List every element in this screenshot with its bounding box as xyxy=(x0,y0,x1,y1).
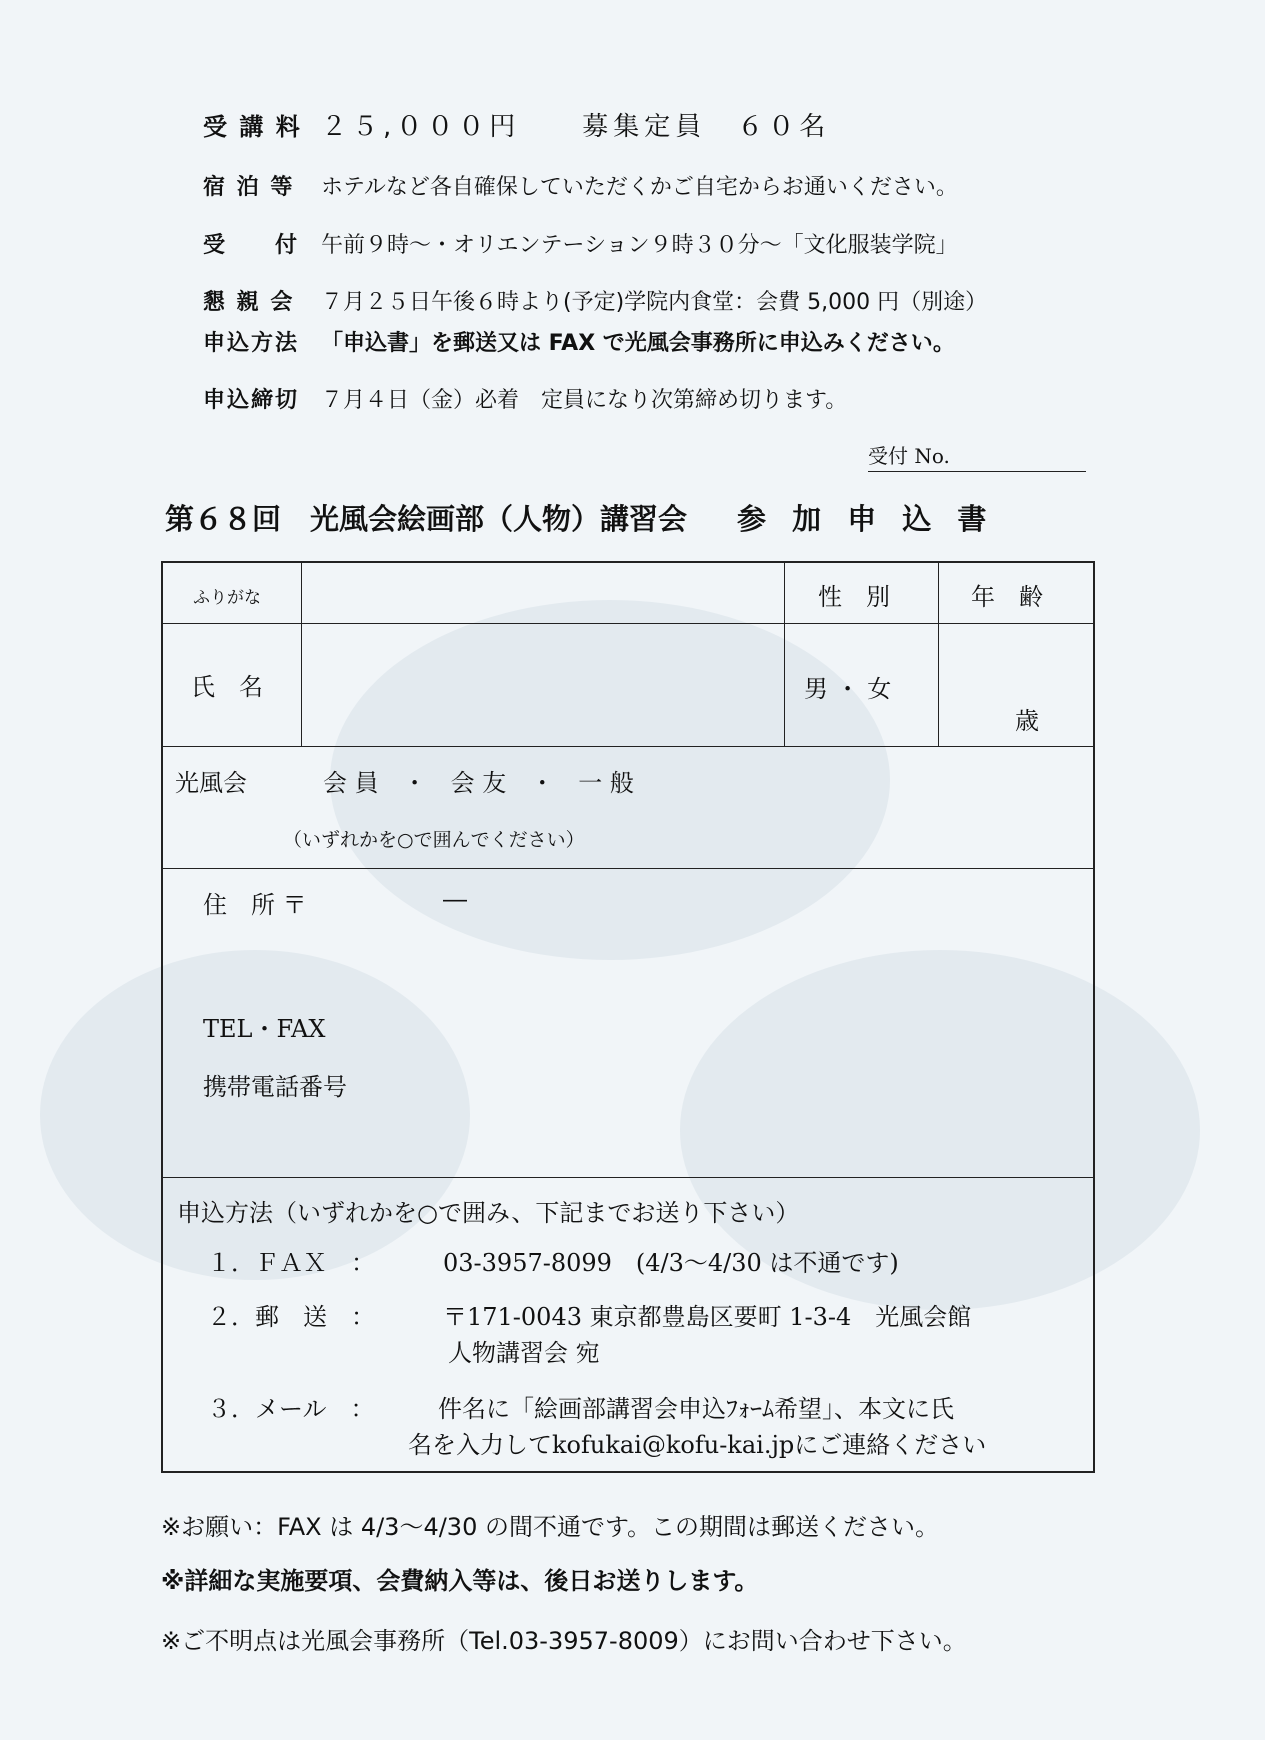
reception-label: 受 付 xyxy=(203,233,300,258)
tel-fax-label: TEL・FAX xyxy=(203,1015,326,1043)
submit-fax-label: １．ＦＡＸ ： xyxy=(207,1249,375,1277)
grid-line xyxy=(301,563,302,746)
method-label: 申込方法 xyxy=(203,331,300,356)
submit-email-value-line2: 名を入力してkofukai@kofu-kai.jpにご連絡ください xyxy=(408,1431,987,1459)
membership-note: （いずれかを○で囲んでください） xyxy=(283,829,585,851)
age-header: 年 齢 xyxy=(971,583,1043,611)
name-label: 氏 名 xyxy=(191,673,263,701)
submit-mail-value-line1: 〒171-0043 東京都豊島区要町 1-3-4 光風会館 xyxy=(443,1303,972,1331)
furigana-label: ふりがな xyxy=(193,588,261,608)
note-contact: ※ご不明点は光風会事務所（Tel.03-3957-8009）にお問い合わせ下さい。 xyxy=(161,1627,967,1655)
party-value: ７月２５日午後６時より(予定)学院内食堂：会費 5,000 円（別途） xyxy=(321,290,988,315)
method-row xyxy=(203,326,955,357)
address-label: 住 所 〒 xyxy=(203,891,307,919)
form-title-main: 第６８回 光風会絵画部（人物）講習会 xyxy=(165,502,688,536)
fee-label: 受 講 料 xyxy=(203,113,302,141)
grid-line xyxy=(938,563,939,746)
fee-value: ２５,０００円 募集定員 ６０名 xyxy=(321,112,831,142)
membership-label: 光風会 xyxy=(175,769,247,797)
mobile-label: 携帯電話番号 xyxy=(203,1073,347,1101)
submit-fax-value: 03-3957-8099 (4/3～4/30 は不通です) xyxy=(443,1249,899,1277)
form-title-sub: 参 加 申 込 書 xyxy=(737,502,995,536)
deadline-row xyxy=(203,383,847,414)
submit-email-label: ３．メール ： xyxy=(207,1395,375,1423)
party-row xyxy=(203,285,987,316)
address-field[interactable] xyxy=(303,923,1083,1023)
lodging-row xyxy=(203,170,958,201)
submit-mail-value-line2: 人物講習会 宛 xyxy=(448,1339,600,1367)
note-details: ※詳細な実施要項、会費納入等は、後日お送りします。 xyxy=(161,1567,759,1595)
address-dash: ― xyxy=(443,885,467,913)
method-value: 「申込書」を郵送又は FAX で光風会事務所に申込みください。 xyxy=(321,331,955,356)
grid-line xyxy=(163,623,1093,624)
lodging-value: ホテルなど各自確保していただくかご自宅からお通いください。 xyxy=(321,175,958,200)
application-form xyxy=(161,561,1095,1473)
grid-line xyxy=(163,746,1093,747)
reception-value: 午前９時～・オリエンテーション９時３０分～「文化服装学院」 xyxy=(321,233,958,258)
fee-row xyxy=(203,106,830,143)
party-label: 懇 親 会 xyxy=(203,290,295,315)
form-title xyxy=(165,497,994,538)
receipt-number-field[interactable]: 受付 No. xyxy=(868,440,1086,472)
note-fax-outage: ※お願い：FAX は 4/3～4/30 の間不通です。この期間は郵送ください。 xyxy=(161,1513,940,1541)
lodging-label: 宿 泊 等 xyxy=(203,175,295,200)
name-field[interactable] xyxy=(303,625,783,745)
membership-options[interactable]: 会 員 ・ 会 友 ・ 一 般 xyxy=(323,769,634,797)
furigana-field[interactable] xyxy=(303,563,783,623)
submit-email-value-line1: 件名に「絵画部講習会申込ﾌｫｰﾑ希望」、本文に氏 xyxy=(438,1395,954,1423)
reception-row xyxy=(203,228,958,259)
deadline-label: 申込締切 xyxy=(203,388,300,413)
deadline-value: ７月４日（金）必着 定員になり次第締め切ります。 xyxy=(321,388,848,413)
gender-header: 性 別 xyxy=(818,583,890,611)
grid-line xyxy=(784,563,785,746)
gender-options[interactable]: 男 ・ 女 xyxy=(804,675,892,703)
submit-mail-label: ２．郵 送 ： xyxy=(207,1303,375,1331)
grid-line xyxy=(163,1177,1093,1178)
age-unit: 歳 xyxy=(1015,707,1039,735)
submit-method-title: 申込方法（いずれかを○で囲み、下記までお送り下さい） xyxy=(177,1199,800,1227)
grid-line xyxy=(163,868,1093,869)
